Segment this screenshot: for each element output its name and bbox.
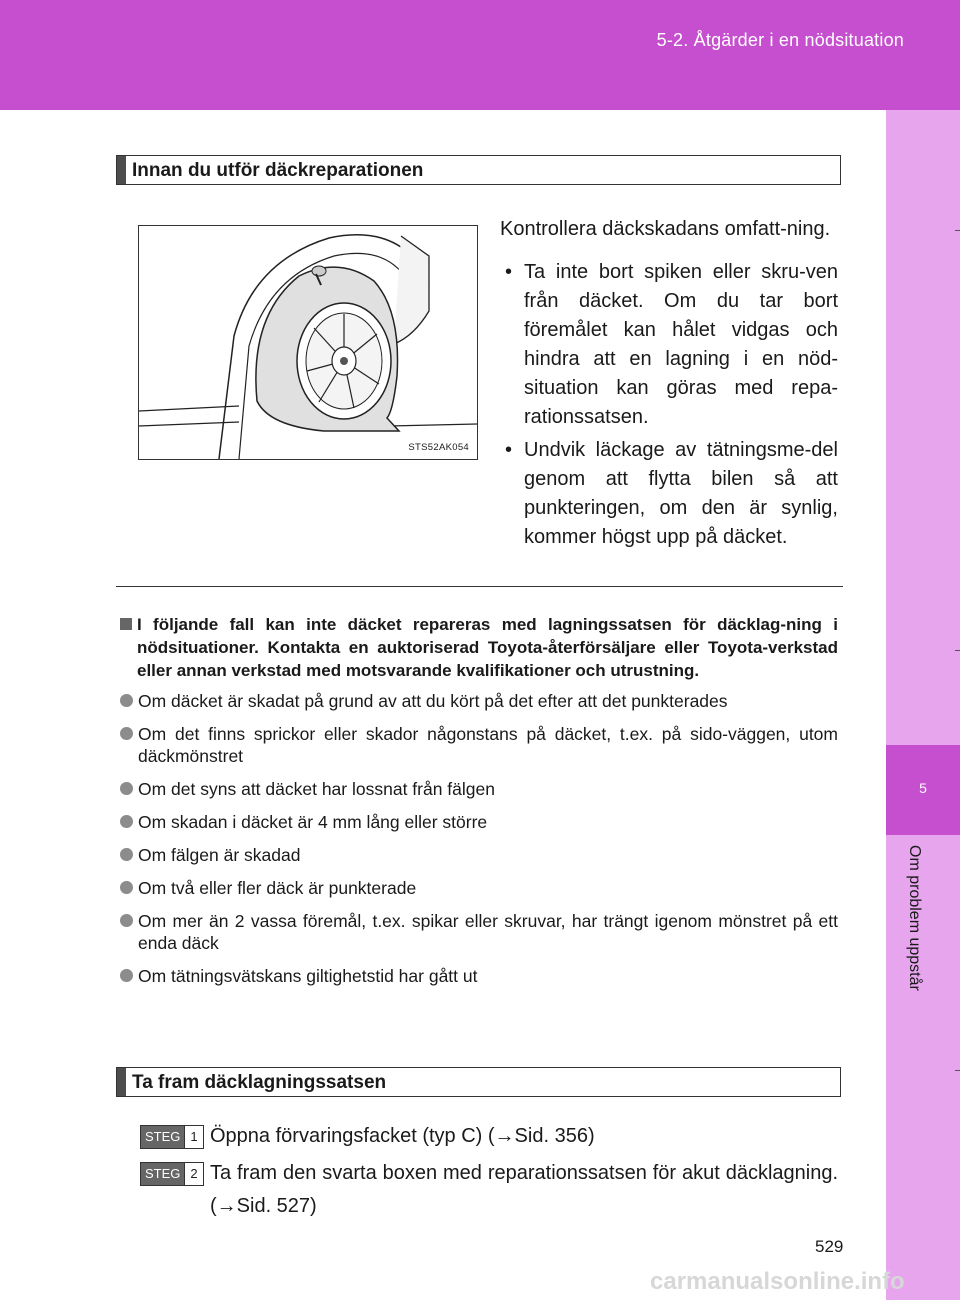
side-tab-background [886,110,960,1300]
watermark: carmanualsonline.info [650,1268,905,1295]
condition-text: Om mer än 2 vassa föremål, t.ex. spikar eller skruvar, har trängt igenom mönstret på ett enda däck [138,911,838,953]
flat-tire-drawing [139,226,477,459]
warning-item: • Ta inte bort spiken eller skru-ven från däcket. Om du tar bort föremålet kan hålet vidgas och hindra att en lagning i en nöd-situation kan göras med repa-rationssatsen. [500,258,838,432]
heading-bar [117,156,126,184]
step-badge [140,1125,204,1149]
heading-bar [117,1068,126,1096]
warning-item: • Undvik läckage av tätningsme-del genom att flytta bilen så att punkteringen, om den är synlig, kommer högst upp på däcket. [500,436,838,552]
condition-text: Om fälgen är skadad [138,845,301,865]
condition-item [120,965,838,987]
circle-bullet-icon [120,782,133,795]
condition-item [120,778,838,800]
steps-list [140,1120,838,1227]
condition-text: Om skadan i däcket är 4 mm lång eller större [138,812,488,832]
crop-mark [955,1070,960,1071]
section-heading-text: Ta fram däcklagningssatsen [132,1072,387,1093]
step-text: Öppna förvaringsfacket (typ C) (→Sid. 356) [210,1125,595,1147]
condition-item [120,811,838,833]
step-text: Ta fram den svarta boxen med reparationssatsen för akut däcklagning. (→Sid. 527) [210,1162,838,1217]
step-2 [140,1157,838,1223]
crop-mark [955,650,960,651]
circle-bullet-icon [120,727,133,740]
section-heading-get-kit [116,1067,841,1097]
step-badge-number: 1 [184,1126,202,1148]
section-heading-text: Innan du utför däckreparationen [132,160,424,181]
circle-bullet-icon [120,969,133,982]
condition-item [120,877,838,899]
warning-list [500,258,838,552]
square-bullet-icon [120,618,132,630]
figure-code: STS52AK054 [408,442,469,453]
condition-item [120,690,838,712]
chapter-number: 5 [919,780,927,796]
intro-paragraph: Kontrollera däckskadans omfatt-ning. [500,218,831,240]
conditions-heading-text: I följande fall kan inte däcket repareras med lagningssatsen för däcklag-ning i nödsituationer. Kontakta en auktoriserad Toyota-återförsäljare eller Toyota-verkstad eller annan verkstad med motsvarande kvalifikationer och utrustning. [137,615,838,680]
circle-bullet-icon [120,881,133,894]
crop-mark [955,230,960,231]
header-bar [0,0,960,110]
condition-item [120,910,838,954]
section-heading-before-repair [116,155,841,185]
condition-text: Om däcket är skadat på grund av att du kört på det efter att det punkterades [138,691,728,711]
conditions-list [120,690,838,987]
circle-bullet-icon [120,694,133,707]
non-repairable-conditions [120,613,838,998]
chapter-label: Om problem uppstår [906,845,923,991]
step-badge-label: STEG [141,1163,184,1185]
page-number: 529 [815,1237,844,1256]
step-badge [140,1162,204,1186]
condition-text: Om tätningsvätskans giltighetstid har gått ut [138,966,478,986]
circle-bullet-icon [120,914,133,927]
flat-tire-illustration [138,225,478,460]
condition-item [120,844,838,866]
circle-bullet-icon [120,815,133,828]
condition-text: Om två eller fler däck är punkterade [138,878,417,898]
divider [116,586,843,587]
condition-item [120,723,838,767]
circle-bullet-icon [120,848,133,861]
condition-text: Om det syns att däcket har lossnat från fälgen [138,779,495,799]
step-1 [140,1120,838,1153]
inspection-text [500,215,838,556]
condition-text: Om det finns sprickor eller skador någonstans på däcket, t.ex. på sido-väggen, utom däckmönstret [138,724,838,766]
section-title: 5-2. Åtgärder i en nödsituation [656,30,904,50]
step-badge-number: 2 [184,1163,202,1185]
conditions-heading [120,613,838,682]
step-badge-label: STEG [141,1126,184,1148]
